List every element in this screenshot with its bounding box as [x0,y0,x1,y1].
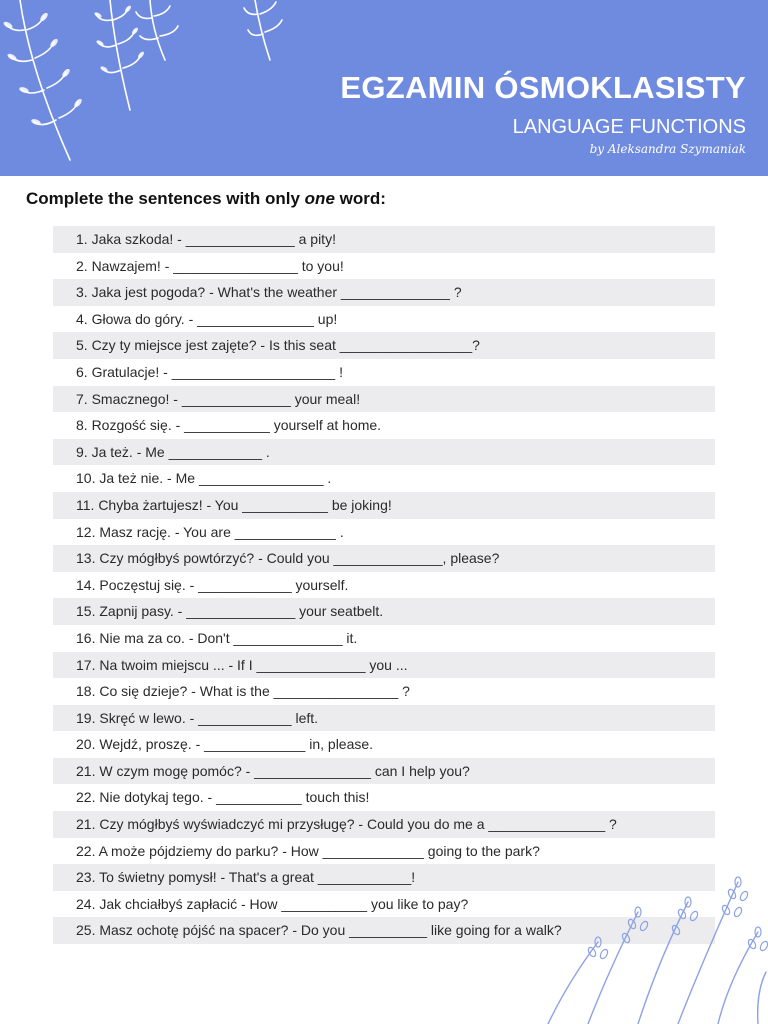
page-title: EGZAMIN ÓSMOKLASISTY [340,70,746,105]
exercise-row: 22. Nie dotykaj tego. - ___________ touch this! [76,789,370,806]
exercise-row: 21. Czy mógłbyś wyświadczyć mi przysługę? - Could you do me a _______________ ? [53,811,715,838]
header-banner [0,0,768,176]
lavender-flowers-icon [528,872,768,1024]
exercise-row: 1. Jaka szkoda! - ______________ a pity! [53,226,715,253]
instruction-text-after: word: [334,189,386,208]
exercise-row: 19. Skręć w lewo. - ____________ left. [53,705,715,732]
exercise-row: 6. Gratulacje! - _____________________ ! [76,363,343,380]
exercise-row: 13. Czy mógłbyś powtórzyć? - Could you ______________, please? [53,545,715,572]
exercise-row: 24. Jak chciałbyś zapłacić - How ___________ you like to pay? [76,895,469,912]
page-subtitle: LANGUAGE FUNCTIONS [512,116,746,138]
exercise-row: 12. Masz rację. - You are _____________ . [76,523,344,540]
exercise-row: 14. Poczęstuj się. - ____________ yourself. [76,576,349,593]
exercise-row: 11. Chyba żartujesz! - You ___________ be joking! [53,492,715,519]
exercise-row: 9. Ja też. - Me ____________ . [53,439,715,466]
exercise-row: 25. Masz ochotę pójść na spacer? - Do you __________ like going for a walk? [53,917,715,944]
instruction-heading [26,189,386,209]
exercise-row: 7. Smacznego! - ______________ your meal! [53,386,715,413]
exercise-row: 10. Ja też nie. - Me ________________ . [76,470,332,487]
exercise-row: 21. W czym mogę pomóc? - _______________ can I help you? [53,758,715,785]
exercise-row: 20. Wejdź, proszę. - _____________ in, please. [76,736,374,753]
exercise-row: 18. Co się dzieje? - What is the ________________ ? [76,683,410,700]
exercise-row: 8. Rozgość się. - ___________ yourself at home. [76,417,382,434]
author-credit: by Aleksandra Szymaniak [589,142,746,156]
exercise-list [53,226,715,944]
exercise-row: 2. Nawzajem! - ________________ to you! [76,257,344,274]
exercise-row: 22. A może pójdziemy do parku? - How _____________ going to the park? [76,842,540,859]
exercise-row: 3. Jaka jest pogoda? - What's the weather ______________ ? [53,279,715,306]
exercise-row: 23. To świetny pomysł! - That's a great ____________! [53,864,715,891]
exercise-row: 4. Głowa do góry. - _______________ up! [76,310,338,327]
leaf-branch-icon [0,0,300,176]
exercise-row: 16. Nie ma za co. - Don't ______________ it. [76,629,358,646]
exercise-row: 17. Na twoim miejscu ... - If I ______________ you ... [53,652,715,679]
exercise-row: 15. Zapnij pasy. - ______________ your seatbelt. [53,598,715,625]
exercise-row: 5. Czy ty miejsce jest zajęte? - Is this seat _________________? [53,332,715,359]
instruction-emphasis: one [304,189,335,208]
instruction-text-before: Complete the sentences with only [26,189,305,208]
